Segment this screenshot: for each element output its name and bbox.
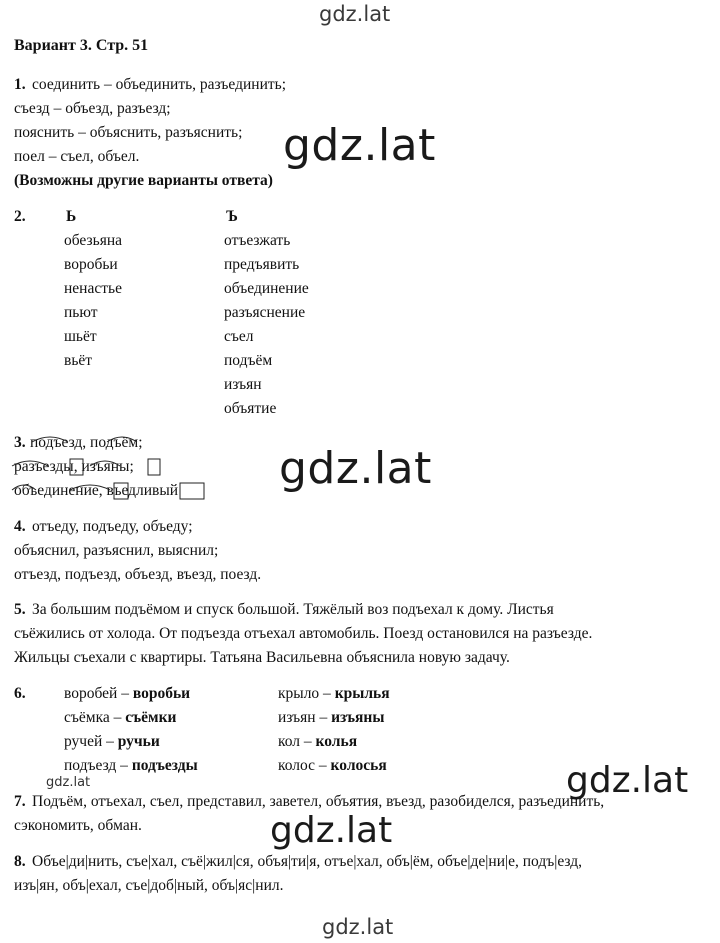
- watermark-large: gdz.lat: [279, 443, 432, 494]
- word-pair: изъян – изъяны: [278, 709, 385, 726]
- exercise-line: съёжились от холода. От подъезда отъехал автомобиль. Поезд остановился на разъезде.: [14, 625, 593, 642]
- soft-sign-word: воробьи: [64, 256, 118, 273]
- word-pair: воробей – воробьи: [64, 685, 191, 702]
- watermark-right: gdz.lat: [566, 760, 689, 801]
- exercise-number: 4.: [14, 518, 26, 535]
- watermark-large: gdz.lat: [283, 120, 436, 171]
- morpheme-parse-line: объединение, въедливый: [14, 482, 179, 499]
- page-title: Вариант 3. Стр. 51: [14, 37, 149, 54]
- morpheme-parse-line: подъезд, подъём;: [30, 434, 143, 451]
- exercise-line: сэкономить, обман.: [14, 817, 142, 834]
- exercise-number: 7.: [14, 793, 26, 810]
- watermark-mid: gdz.lat: [270, 810, 393, 851]
- exercise-line: поел – съел, объел.: [14, 148, 140, 165]
- watermark-top: gdz.lat: [319, 2, 391, 26]
- word-pair: подъезд – подъезды: [64, 757, 198, 774]
- exercise-number: 3.: [14, 434, 26, 451]
- exercise-number: 1.: [14, 76, 26, 93]
- exercise-number: 6.: [14, 685, 26, 702]
- exercise-note: (Возможны другие варианты ответа): [14, 172, 273, 189]
- exercise-line: объяснил, разъяснил, выяснил;: [14, 542, 219, 559]
- exercise-line: отъезд, подъезд, объезд, въезд, поезд.: [14, 566, 262, 583]
- soft-sign-word: ненастье: [64, 280, 122, 297]
- exercise-line: Подъём, отъехал, съел, представил, заветел, объятия, въезд, разобиделся, разъединить,: [32, 793, 605, 810]
- soft-sign-word: шьёт: [64, 328, 97, 345]
- exercise-line: съезд – объезд, разъезд;: [14, 100, 171, 117]
- word-pair: крыло – крылья: [278, 685, 390, 702]
- exercise-line: пояснить – объяснить, разъяснить;: [14, 124, 243, 141]
- morpheme-parse-line: разъезды, изъяны;: [14, 458, 134, 475]
- watermark-small: gdz.lat: [46, 775, 91, 790]
- exercise-line: изъ|ян, объ|ехал, съе|доб|ный, объ|яс|нил.: [14, 877, 284, 894]
- word-pair: колос – колосья: [278, 757, 387, 774]
- hard-sign-word: предъявить: [224, 256, 300, 273]
- soft-sign-word: обезьяна: [64, 232, 122, 249]
- hard-sign-word: съел: [224, 328, 254, 345]
- hard-sign-word: подъём: [224, 352, 273, 369]
- watermark-bottom: gdz.lat: [322, 915, 394, 939]
- hard-sign-word: объединение: [224, 280, 309, 297]
- exercise-line: За большим подъёмом и спуск большой. Тяжёлый воз подъехал к дому. Листья: [32, 601, 554, 618]
- word-pair: съёмка – съёмки: [64, 709, 177, 726]
- word-pair: ручей – ручьи: [64, 733, 160, 750]
- soft-sign-word: пьют: [64, 304, 98, 321]
- exercise-number: 5.: [14, 601, 26, 618]
- column-header-hard-sign: Ъ: [226, 208, 238, 225]
- exercise-line: отъеду, подъеду, объеду;: [32, 518, 193, 535]
- hard-sign-word: объятие: [224, 400, 277, 417]
- soft-sign-word: вьёт: [64, 352, 93, 369]
- word-pair: кол – колья: [278, 733, 358, 750]
- exercise-line: Жильцы съехали с квартиры. Татьяна Васильевна объяснила новую задачу.: [14, 649, 510, 666]
- hard-sign-word: разъяснение: [224, 304, 306, 321]
- hard-sign-word: отъезжать: [224, 232, 291, 249]
- exercise-line: Объе|ди|нить, съе|хал, съё|жил|ся, объя|ти|я, отъе|хал, объ|ём, объе|де|ни|е, подъ|езд,: [32, 853, 582, 870]
- exercise-number: 2.: [14, 208, 26, 225]
- exercise-line: соединить – объединить, разъединить;: [32, 76, 287, 93]
- morpheme-marks: [10, 430, 210, 510]
- column-header-soft-sign: Ь: [66, 208, 77, 225]
- exercise-number: 8.: [14, 853, 26, 870]
- hard-sign-word: изъян: [224, 376, 262, 393]
